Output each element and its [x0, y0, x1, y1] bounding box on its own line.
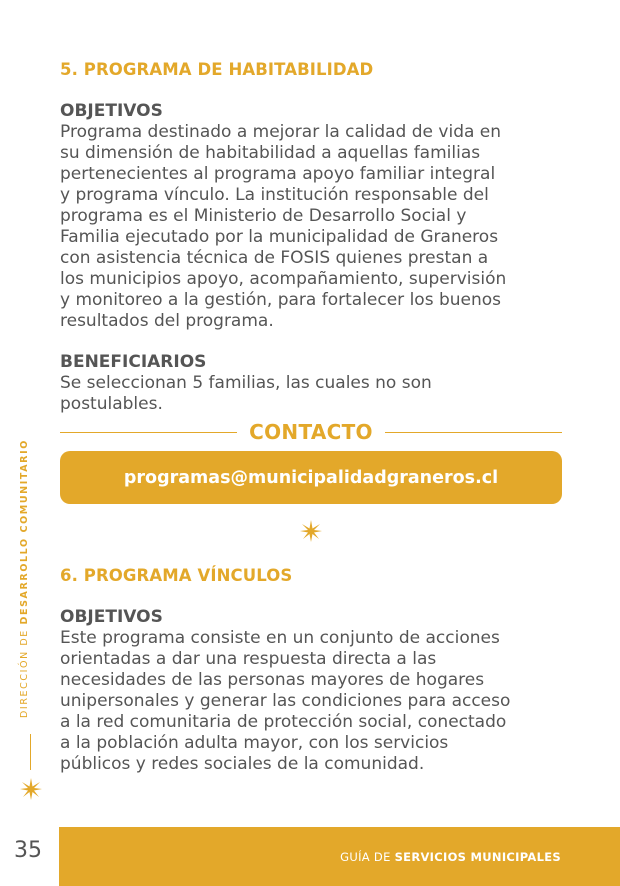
sidebar-label: DIRECCIÓN DE DESARROLLO COMUNITARIO	[19, 439, 30, 718]
objectives-heading-2: OBJETIVOS	[60, 607, 163, 627]
contact-divider	[60, 418, 562, 446]
contact-email[interactable]: programas@municipalidadgraneros.cl	[123, 467, 499, 488]
section-title-habitabilidad: 5. PROGRAMA DE HABITABILIDAD	[60, 60, 374, 79]
star-icon	[300, 520, 322, 542]
divider-line-right	[385, 432, 562, 433]
footer-title: GUÍA DE SERVICIOS MUNICIPALES	[340, 850, 561, 864]
star-icon	[20, 778, 42, 800]
objectives-paragraph: Programa destinado a mejorar la calidad de vida en su dimensión de habitabilidad a aquellas familias pertenecientes al programa apoyo familiar integral y programa vínculo. La institución responsable del programa es el Ministerio de Desarrollo Social y Familia ejecutado por la municipalidad de Graneros con asistencia técnica de FOSIS quienes prestan a los municipios apoyo, acompañamiento, supervisión y monitoreo a la gestión, para fortalecer los buenos resultados del programa.	[60, 122, 507, 331]
main-content	[60, 60, 562, 415]
footer-bar	[59, 827, 620, 886]
objectives-heading: OBJETIVOS	[60, 101, 163, 121]
contact-email-button[interactable]	[60, 451, 562, 504]
objectives-paragraph-2: Este programa consiste en un conjunto de acciones orientadas a dar una respuesta directa a las necesidades de las personas mayores de hogares unipersonales y generar las condiciones para acceso a la red comunitaria de protección social, conectado a la población adulta mayor, con los servicios públicos y redes sociales de la comunidad.	[60, 628, 511, 774]
section6-content	[60, 566, 562, 775]
beneficiaries-paragraph: Se seleccionan 5 familias, las cuales no son postulables.	[60, 373, 432, 414]
page-number: 35	[14, 838, 42, 863]
sidebar-divider	[30, 734, 31, 770]
contact-label: CONTACTO	[249, 420, 373, 444]
section-title-vinculos: 6. PROGRAMA VÍNCULOS	[60, 566, 293, 585]
divider-line-left	[60, 432, 237, 433]
beneficiaries-heading: BENEFICIARIOS	[60, 352, 207, 372]
